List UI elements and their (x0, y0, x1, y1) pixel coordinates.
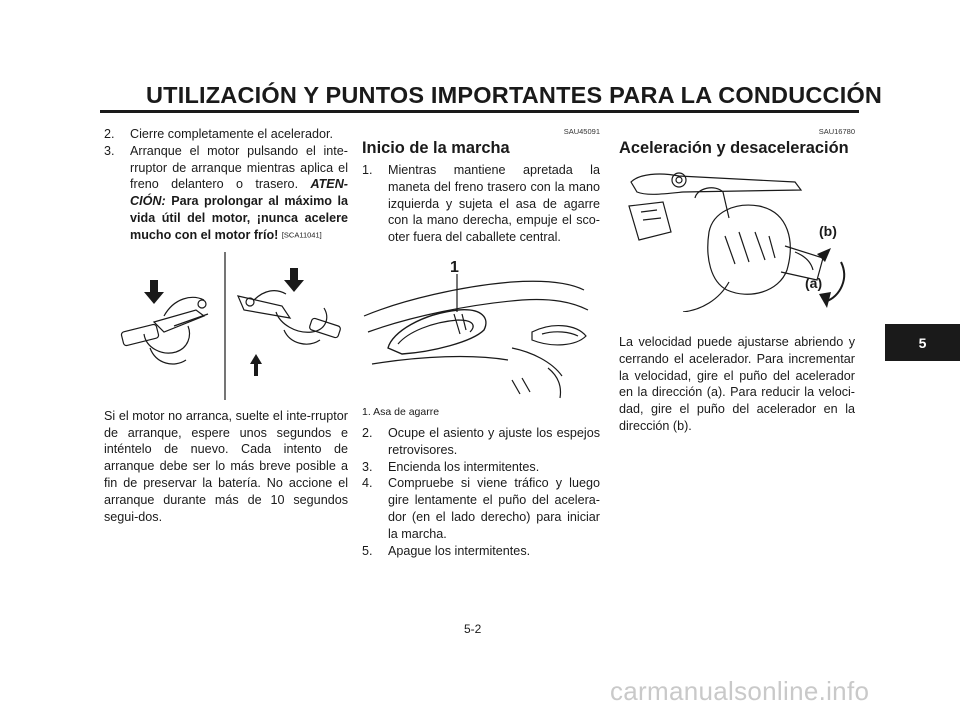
acceleration-paragraph: La velocidad puede ajustarse abriendo y cerrando el acelerador. Para incrementar la velocidad, gire el puño del acelerador en la dirección (a). Para reducir la veloci-dad, gire el puño del acelerador en la dirección (b). (619, 335, 855, 433)
arrow-down-icon (284, 268, 304, 292)
grab-bar-illustration (362, 252, 600, 402)
label-a: (a) (805, 275, 823, 291)
step-number: 3. (104, 143, 115, 158)
step-2 (362, 425, 600, 459)
step-4 (362, 475, 600, 542)
section-title: Inicio de la marcha (362, 139, 510, 157)
step-3 (362, 459, 600, 476)
step-number: 2. (362, 425, 373, 440)
start-paragraph: Si el motor no arranca, suelte el inte-rruptor de arranque, espere unos segundos e inténtelo de nuevo. Cada intento de arranque debe ser lo más breve posible a fin de preservar la batería. No accione el arranque durante más de 10 segundos segui-dos. (104, 408, 348, 524)
figure-caption: 1. Asa de agarre (362, 405, 440, 418)
right-column (619, 126, 855, 435)
step-3 (104, 143, 348, 244)
figure-label-1: 1 (450, 258, 459, 276)
step-number: 3. (362, 459, 373, 474)
arrow-left-icon (817, 248, 831, 262)
watermark-text: carmanualsonline.info (610, 676, 870, 706)
step-number: 2. (104, 127, 115, 141)
step-5 (362, 543, 600, 560)
steps-list (362, 425, 600, 559)
caution-code: [SCA11041] (281, 230, 322, 240)
page-header-title: UTILIZACIÓN Y PUNTOS IMPORTANTES PARA LA CONDUCCIÓN (146, 82, 883, 108)
page-number: 5-2 (464, 622, 482, 636)
step-text: Arranque el motor pulsando el inte-rruptor de arranque mientras aplica el freno delantero o trasero. (130, 143, 348, 192)
arrow-up-icon (250, 354, 262, 376)
caution-text: Para prolongar al máximo la vida útil del motor, ¡nunca acelere mucho con el motor frío! (130, 194, 348, 242)
left-column (104, 126, 348, 525)
step-text: Cierre completamente el acelerador. (130, 127, 334, 141)
throttle-illustration (619, 162, 855, 312)
step-1 (362, 162, 600, 246)
start-illustration (104, 252, 348, 400)
step-number: 1. (362, 163, 373, 177)
section-title: Aceleración y desaceleración (619, 139, 849, 157)
header-rule (100, 110, 859, 113)
caution-label: ATEN-CIÓN: (130, 177, 348, 209)
chapter-tab: 5 (885, 324, 960, 361)
step-number: 4. (362, 476, 373, 491)
step-text: Apague los intermitentes. (388, 543, 531, 558)
section-code: SAU45091 (563, 127, 600, 136)
step-text: Ocupe el asiento y ajuste los espejos retrovisores. (388, 425, 600, 457)
step-2 (104, 126, 348, 143)
arrow-down-icon (144, 280, 164, 304)
step-text: Encienda los intermitentes. (388, 459, 540, 474)
step-text: Compruebe si viene tráfico y luego gire lentamente el puño del acelera-dor (en el lado derecho) para iniciar la marcha. (388, 476, 600, 541)
middle-column (362, 126, 600, 559)
label-b: (b) (819, 223, 837, 239)
section-code: SAU16780 (818, 127, 855, 136)
step-text: Mientras mantiene apretada la maneta del freno trasero con la mano izquierda y sujeta el asa de agarre con la mano derecha, empuje el sco-oter fuera del caballete central. (388, 163, 600, 245)
step-number: 5. (362, 543, 373, 558)
